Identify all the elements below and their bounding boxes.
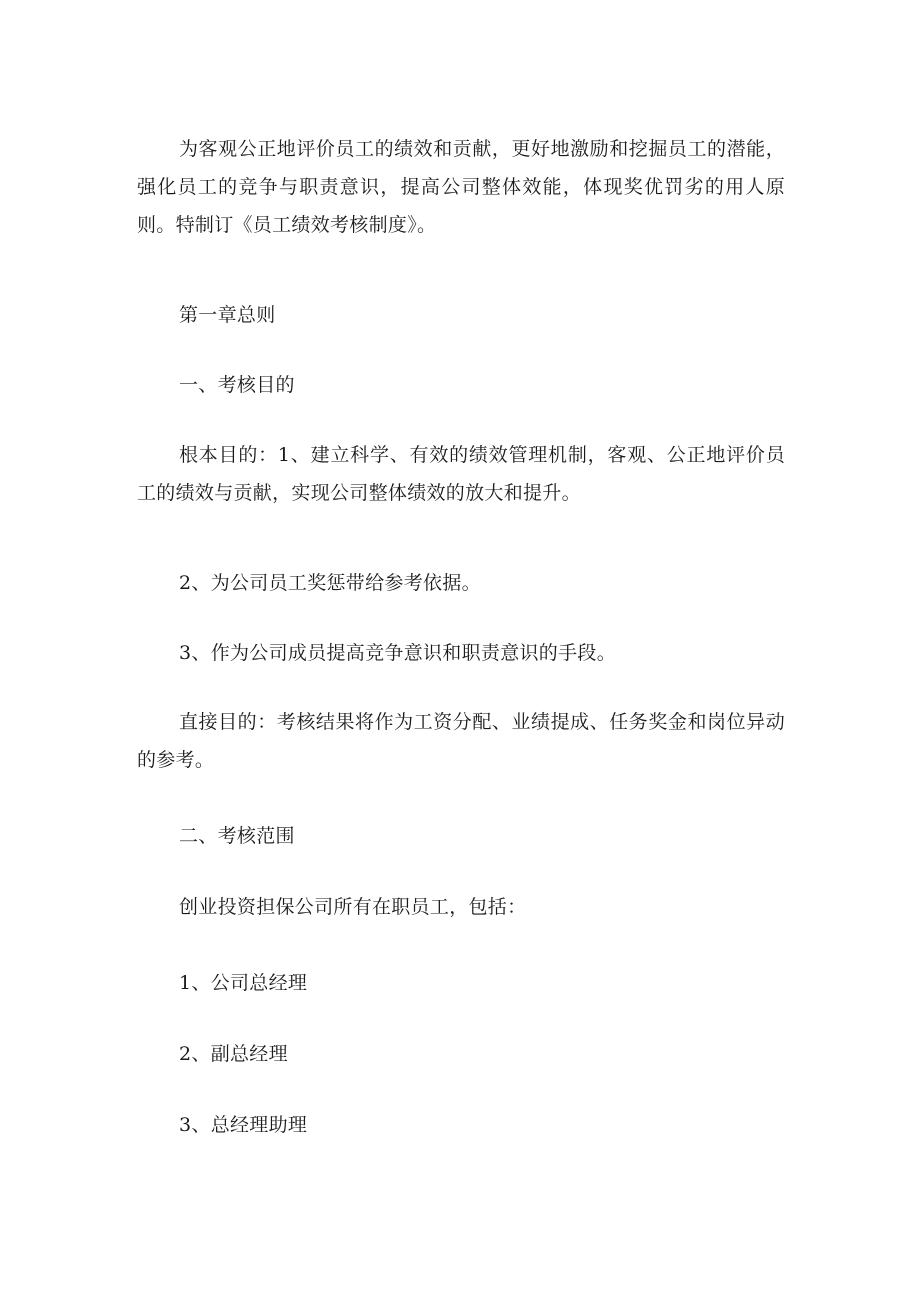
scope-item-2: 2、副总经理 (179, 1043, 288, 1065)
purpose-item-3: 3、作为公司成员提高竞争意识和职责意识的手段。 (179, 642, 616, 664)
scope-item-3: 3、总经理助理 (179, 1114, 308, 1136)
scope-item-1: 1、公司总经理 (179, 972, 308, 994)
section-heading-purpose: 一、考核目的 (179, 374, 295, 396)
direct-purpose-paragraph: 直接目的：考核结果将作为工资分配、业绩提成、任务奖金和岗位异动的参考。 (137, 711, 785, 771)
section-heading-scope: 二、考核范围 (179, 825, 295, 847)
basic-purpose-paragraph: 根本目的：1、建立科学、有效的绩效管理机制，客观、公正地评价员工的绩效与贡献，实现公司整体绩效的放大和提升。 (137, 444, 785, 504)
purpose-item-2: 2、为公司员工奖惩带给参考依据。 (179, 572, 481, 594)
chapter-heading: 第一章总则 (179, 304, 276, 326)
scope-intro: 创业投资担保公司所有在职员工，包括： (179, 896, 527, 918)
intro-paragraph: 为客观公正地评价员工的绩效和贡献，更好地激励和挖掘员工的潜能，强化员工的竞争与职责意识，提高公司整体效能，体现奖优罚劣的用人原则。特制订《员工绩效考核制度》。 (137, 138, 785, 236)
